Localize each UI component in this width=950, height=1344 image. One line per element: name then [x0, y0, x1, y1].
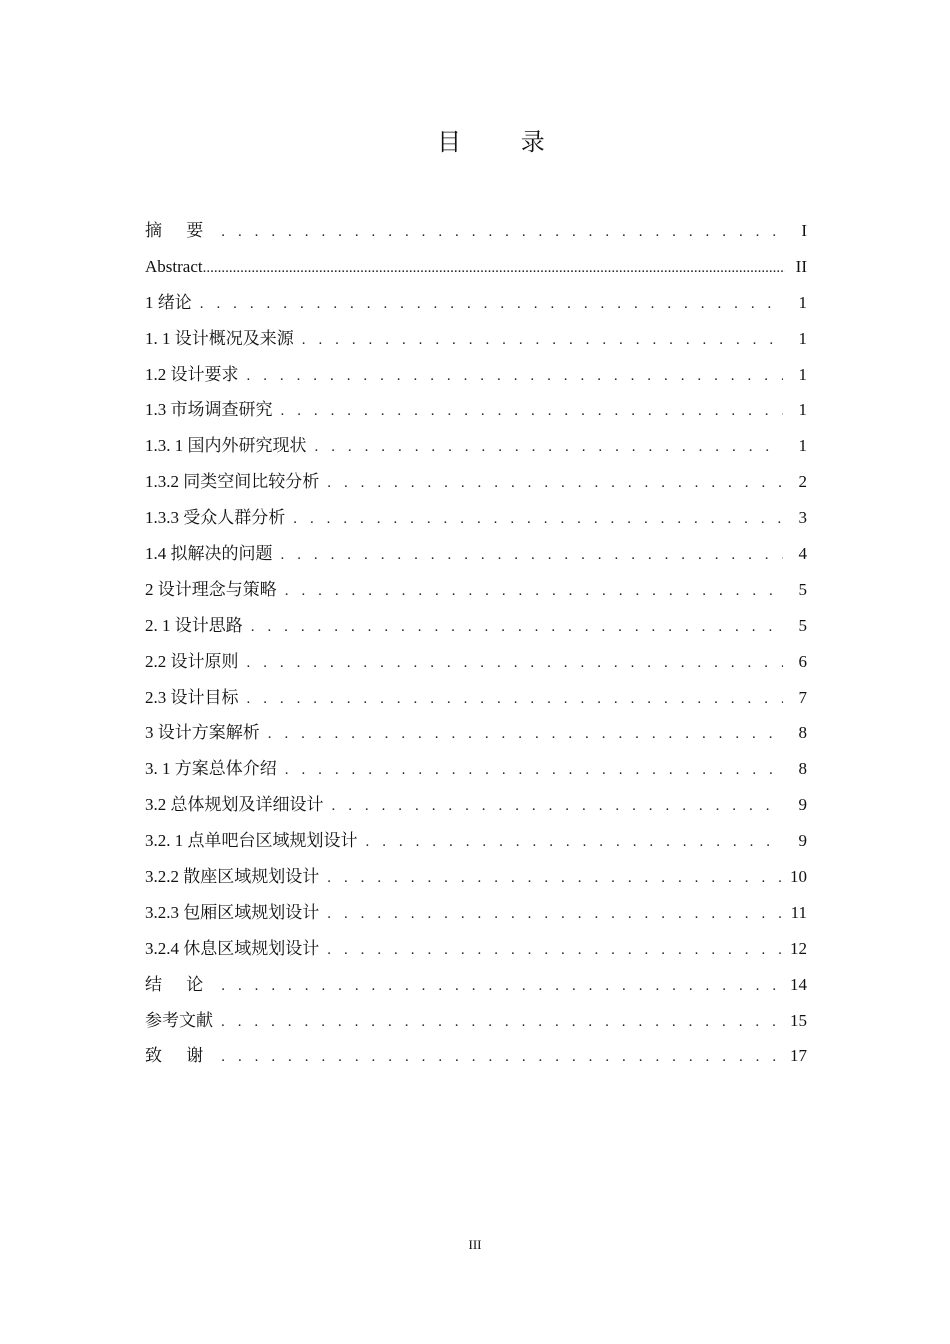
toc-dot-leader [247, 682, 784, 718]
toc-dot-leader [315, 430, 784, 466]
toc-entry-label: 1.4 拟解决的问题 [145, 544, 273, 564]
toc-entry-page: 2 [798, 472, 807, 492]
toc-entry-label: 3.2. 1 点单吧台区域规划设计 [145, 831, 358, 851]
toc-dot-leader [251, 610, 783, 646]
toc-dot-leader [327, 897, 783, 933]
toc-entry-label: 致 谢 [145, 1046, 214, 1066]
toc-entry-page: 8 [798, 759, 807, 779]
toc-entry[interactable] [145, 572, 807, 608]
toc-dot-leader [268, 717, 783, 753]
toc-entry[interactable] [145, 787, 807, 823]
toc-entry[interactable] [145, 751, 807, 787]
toc-dot-leader [285, 753, 783, 789]
toc-entry-page: 1 [798, 364, 807, 384]
toc-entry-label: 3.2.2 散座区域规划设计 [145, 867, 320, 887]
toc-dot-leader [200, 287, 783, 323]
toc-entry[interactable] [145, 249, 807, 285]
toc-entry[interactable] [145, 536, 807, 572]
toc-dot-leader [302, 323, 783, 359]
toc-entry-label: 1.3. 1 国内外研究现状 [145, 436, 307, 456]
toc-dot-leader [221, 969, 783, 1005]
toc-dot-leader [327, 466, 783, 502]
toc-entry[interactable] [145, 357, 807, 393]
toc-entry[interactable] [145, 608, 807, 644]
toc-entry-label: 摘 要 [145, 221, 214, 240]
toc-entry-page: 11 [790, 902, 807, 922]
toc-entry-label: 3.2.3 包厢区域规划设计 [145, 902, 320, 922]
toc-entry-page: 6 [798, 651, 807, 671]
toc-dot-leader [293, 502, 783, 538]
toc-entry[interactable] [145, 285, 807, 321]
toc-entry-label: 2 设计理念与策略 [145, 579, 277, 599]
footer-page-number: III [468, 1237, 482, 1252]
toc-entry-page: 9 [798, 795, 807, 815]
toc-entry-page: 15 [790, 1010, 807, 1030]
toc-entry-label: 3.2.4 休息区域规划设计 [145, 938, 320, 958]
toc-dot-leader [203, 251, 785, 287]
toc-dot-leader [281, 538, 784, 574]
toc-entry-label: 1.2 设计要求 [145, 364, 239, 384]
toc-entry-page: 14 [790, 974, 807, 994]
toc-entry[interactable] [145, 464, 807, 500]
toc-entry-page: II [795, 256, 807, 276]
toc-entry-label: 结 论 [145, 974, 214, 994]
toc-entry-label: 1.3 市场调查研究 [145, 400, 273, 420]
toc-dot-leader [281, 394, 784, 430]
toc-entry[interactable] [145, 859, 807, 895]
toc-dot-leader [327, 861, 783, 897]
toc-entry-page: I [801, 221, 807, 240]
toc-entry[interactable] [145, 392, 807, 428]
toc-entry[interactable] [145, 500, 807, 536]
toc-entry-label: Abstract [145, 256, 203, 276]
toc-entry-page: 9 [798, 831, 807, 851]
toc-entry[interactable] [145, 931, 807, 967]
toc-entry-page: 5 [798, 615, 807, 635]
toc-dot-leader [221, 215, 783, 251]
toc-entry-page: 4 [798, 544, 807, 564]
toc-entry-label: 3. 1 方案总体介绍 [145, 759, 277, 779]
toc-entry-label: 2.2 设计原则 [145, 651, 239, 671]
toc-entry[interactable] [145, 967, 807, 1003]
toc-entry-label: 3.2 总体规划及详细设计 [145, 795, 324, 815]
toc-entry-page: 8 [798, 723, 807, 743]
toc-entry-label: 1. 1 设计概况及来源 [145, 328, 294, 348]
toc-dot-leader [327, 933, 783, 969]
toc-entry-page: 3 [798, 508, 807, 528]
toc-entry[interactable] [145, 1003, 807, 1039]
toc-dot-leader [247, 646, 784, 682]
toc-entry-label: 1 绪论 [145, 292, 192, 312]
toc-entry[interactable] [145, 823, 807, 859]
toc-dot-leader [247, 359, 784, 395]
toc-entry[interactable] [145, 644, 807, 680]
toc-dot-leader [221, 1005, 783, 1041]
toc-entry-page: 1 [798, 328, 807, 348]
toc-entry[interactable] [145, 895, 807, 931]
toc-entry-page: 10 [790, 867, 807, 887]
toc-entry[interactable] [145, 321, 807, 357]
toc-entry-label: 参考文献 [145, 1010, 213, 1030]
page-title: 目 录 [437, 128, 571, 156]
toc-entry-label: 1.3.3 受众人群分析 [145, 508, 286, 528]
toc-entry-label: 2.3 设计目标 [145, 687, 239, 707]
toc-entry[interactable] [145, 715, 807, 751]
toc-entry-page: 5 [798, 579, 807, 599]
toc-entry-page: 1 [798, 400, 807, 420]
toc-entry[interactable] [145, 680, 807, 716]
toc-entry[interactable] [145, 1038, 807, 1074]
toc-dot-leader [285, 574, 783, 610]
toc-dot-leader [366, 825, 784, 861]
toc-entry[interactable] [145, 428, 807, 464]
toc-dot-leader [332, 789, 784, 825]
toc-entry-label: 3 设计方案解析 [145, 723, 260, 743]
toc-entry-page: 17 [790, 1046, 807, 1066]
toc-entry-label: 1.3.2 同类空间比较分析 [145, 472, 320, 492]
toc-entry-page: 1 [798, 436, 807, 456]
table-of-contents [145, 213, 807, 1074]
toc-entry-page: 1 [798, 292, 807, 312]
toc-dot-leader [221, 1040, 783, 1076]
toc-entry-page: 7 [798, 687, 807, 707]
toc-entry[interactable] [145, 213, 807, 249]
toc-entry-page: 12 [790, 938, 807, 958]
toc-entry-label: 2. 1 设计思路 [145, 615, 243, 635]
